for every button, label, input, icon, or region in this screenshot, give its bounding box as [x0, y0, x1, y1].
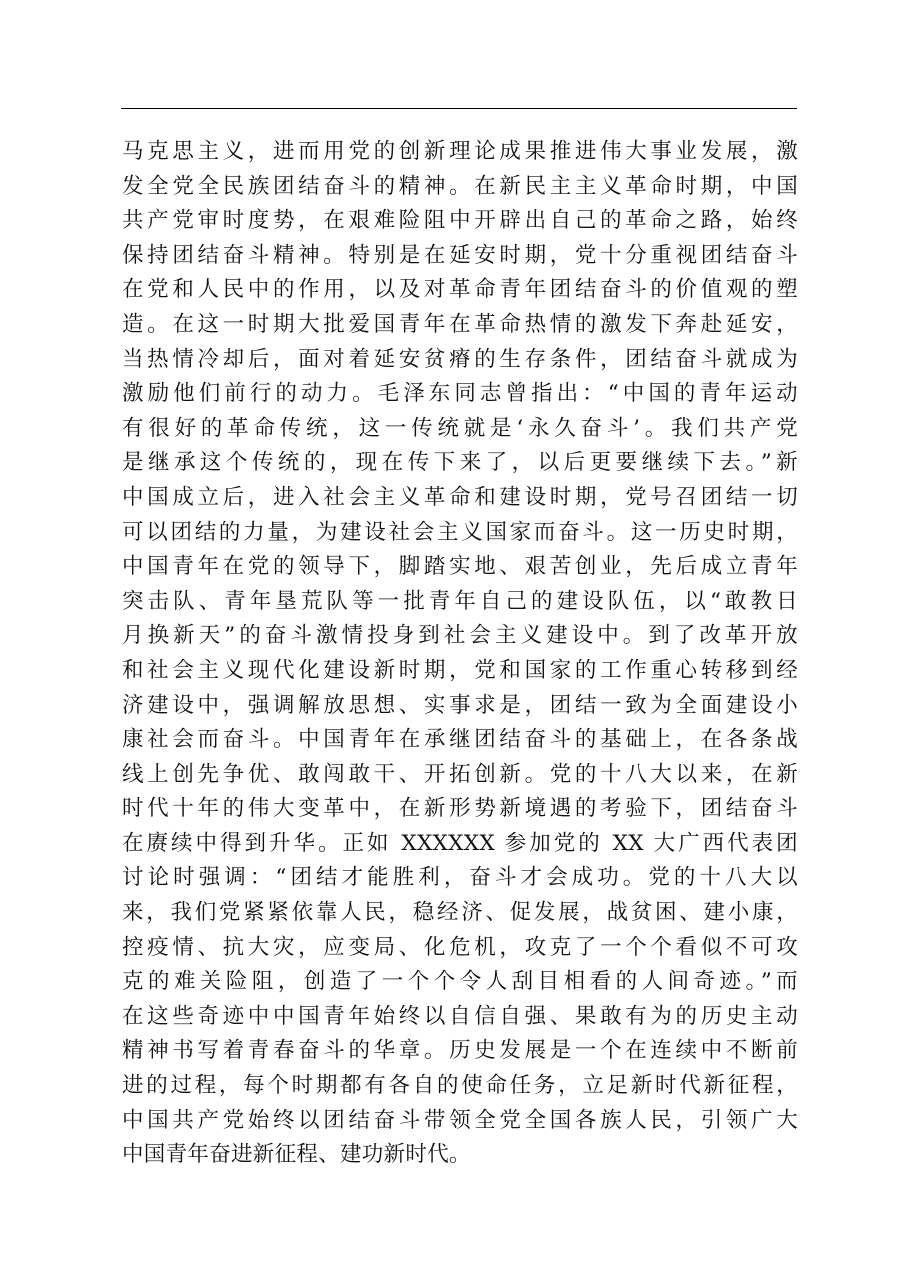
text-line: 突击队、青年垦荒队等一批青年自己的建设队伍，以“敢教日 [122, 588, 798, 614]
text-line: 在赓续中得到升华。正如 XXXXXX 参加党的 XX 大广西代表团 [122, 830, 798, 856]
text-line: 时代十年的伟大变革中，在新形势新境遇的考验下，团结奋斗 [122, 796, 798, 822]
header-rule [121, 108, 797, 109]
text-line: 控疫情、抗大灾，应变局、化危机，攻克了一个个看似不可攻 [122, 934, 798, 960]
text-line: 有很好的革命传统，这一传统就是‘永久奋斗’。我们共产党 [122, 415, 798, 441]
text-line: 激励他们前行的动力。毛泽东同志曾指出：“中国的青年运动 [122, 381, 798, 407]
text-line: 发全党全民族团结奋斗的精神。在新民主主义革命时期，中国 [122, 173, 798, 199]
text-line: 精神书写着青春奋斗的华章。历史发展是一个在连续中不断前 [122, 1038, 798, 1064]
text-line: 进的过程，每个时期都有各自的使命任务，立足新时代新征程， [122, 1073, 798, 1099]
text-line-last: 中国青年奋进新征程、建功新时代。 [122, 1142, 471, 1168]
body-paragraph [122, 135, 812, 1173]
text-line: 保持团结奋斗精神。特别是在延安时期，党十分重视团结奋斗 [122, 242, 798, 268]
text-line: 中国成立后，进入社会主义革命和建设时期，党号召团结一切 [122, 484, 798, 510]
text-line: 共产党审时度势，在艰难险阻中开辟出自己的革命之路，始终 [122, 208, 798, 234]
text-line: 克的难关险阻，创造了一个个令人刮目相看的人间奇迹。”而 [122, 969, 798, 995]
text-line: 当热情冷却后，面对着延安贫瘠的生存条件，团结奋斗就成为 [122, 346, 798, 372]
text-line: 月换新天”的奋斗激情投身到社会主义建设中。到了改革开放 [122, 623, 798, 649]
text-line: 造。在这一时期大批爱国青年在革命热情的激发下奔赴延安， [122, 311, 798, 337]
text-line: 中国青年在党的领导下，脚踏实地、艰苦创业，先后成立青年 [122, 554, 798, 580]
text-line: 中国共产党始终以团结奋斗带领全党全国各族人民，引领广大 [122, 1107, 798, 1133]
text-line: 是继承这个传统的，现在传下来了，以后更要继续下去。”新 [122, 450, 798, 476]
text-line: 和社会主义现代化建设新时期，党和国家的工作重心转移到经 [122, 657, 798, 683]
text-line: 可以团结的力量，为建设社会主义国家而奋斗。这一历史时期， [122, 519, 798, 545]
text-line: 讨论时强调：“团结才能胜利，奋斗才会成功。党的十八大以 [122, 865, 798, 891]
text-line: 马克思主义，进而用党的创新理论成果推进伟大事业发展，激 [122, 139, 798, 164]
text-line: 济建设中，强调解放思想、实事求是，团结一致为全面建设小 [122, 692, 798, 718]
text-line: 在这些奇迹中中国青年始终以自信自强、果敢有为的历史主动 [122, 1003, 798, 1029]
text-line: 来，我们党紧紧依靠人民，稳经济、促发展，战贫困、建小康， [122, 900, 798, 926]
text-line: 在党和人民中的作用，以及对革命青年团结奋斗的价值观的塑 [122, 277, 798, 303]
text-line: 线上创先争优、敢闯敢干、开拓创新。党的十八大以来，在新 [122, 761, 798, 787]
text-line: 康社会而奋斗。中国青年在承继团结奋斗的基础上，在各条战 [122, 727, 798, 753]
